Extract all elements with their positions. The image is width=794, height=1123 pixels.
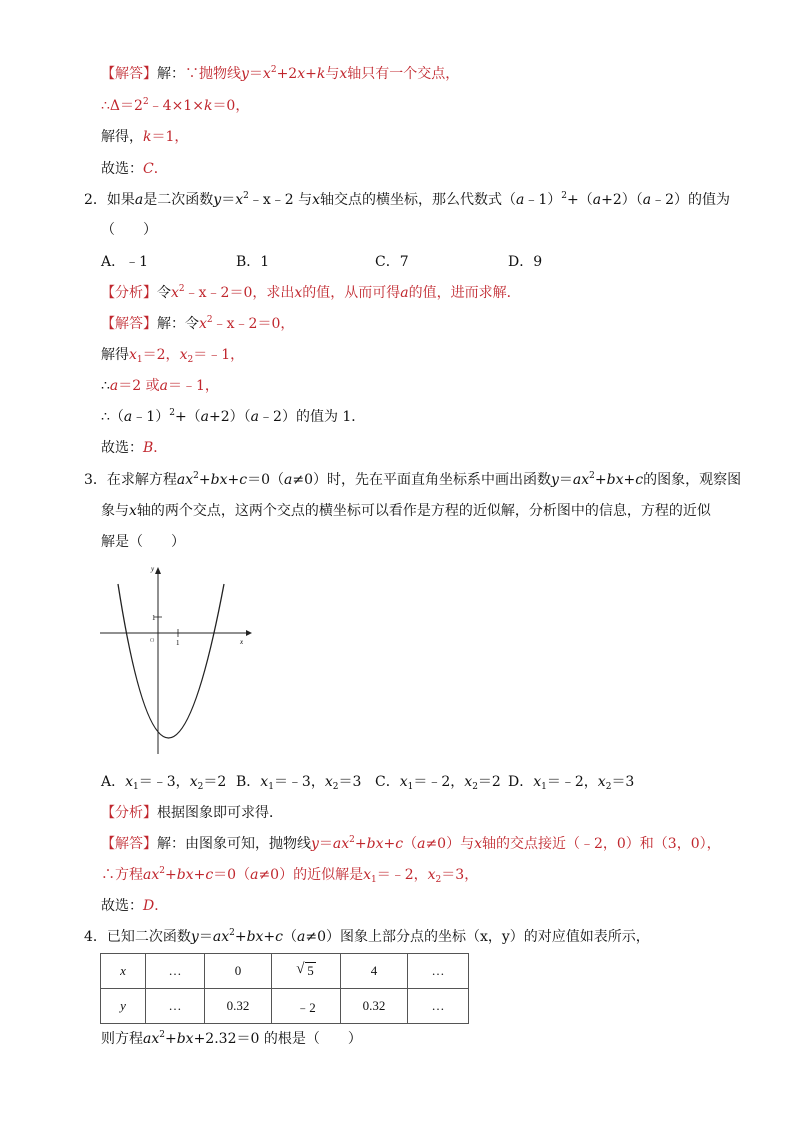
answer: B	[143, 440, 154, 456]
table-cell: 4	[341, 954, 408, 989]
var: y	[311, 836, 319, 852]
var: x	[399, 774, 408, 790]
var: ax	[332, 836, 350, 852]
exp: 2	[169, 408, 175, 418]
table-row	[101, 989, 469, 1024]
text: +	[193, 867, 206, 883]
exp: 2	[159, 1030, 165, 1040]
table-cell: x	[101, 954, 146, 989]
text: （	[403, 836, 418, 852]
var: a	[159, 378, 168, 394]
var: c	[635, 472, 644, 488]
analysis-tag: 【分析】	[101, 805, 157, 821]
text: ＝0（	[213, 867, 251, 883]
question-number: 3．	[84, 472, 107, 488]
text: ﹣2）的值为	[651, 192, 731, 208]
text: +	[227, 472, 240, 488]
var: x	[597, 774, 606, 790]
sub: 2	[435, 875, 442, 885]
var: x	[363, 867, 371, 883]
q2-option-a: A．﹣1	[101, 254, 149, 270]
text: 的值，进而求解．	[408, 285, 521, 301]
q1-solution-line3	[101, 127, 188, 147]
var: x	[129, 503, 137, 519]
var: a	[417, 836, 426, 852]
var: a	[297, 929, 306, 945]
text: ∴方程	[101, 867, 143, 883]
question-number: 2．	[84, 192, 107, 208]
var: ax	[176, 472, 194, 488]
sub: 1	[370, 875, 377, 885]
var: x	[427, 867, 436, 883]
text: +	[305, 66, 317, 82]
solution-tag: 【解答】	[101, 316, 157, 332]
sqrt-expression	[296, 963, 316, 979]
text: ＝2 或	[118, 378, 160, 394]
text: 解：	[157, 66, 185, 82]
text: +2.32＝0 的根是（ ）	[193, 1031, 362, 1047]
text: 故选：	[101, 898, 143, 914]
text: ≠0）与	[425, 836, 475, 852]
text: ＝	[318, 836, 333, 852]
answer: D	[143, 898, 155, 914]
exp: 2	[142, 97, 149, 107]
q1-answer	[101, 159, 168, 179]
text: 轴的交点接近（﹣2，0）和（3，0），	[481, 836, 721, 852]
text: ＝﹣2，	[376, 867, 428, 883]
var: bx	[366, 836, 384, 852]
text: ﹣x﹣2＝0，	[212, 316, 295, 332]
text: ∵抛物线	[185, 66, 241, 82]
var: a	[200, 409, 210, 425]
text: ＝﹣2，	[546, 774, 598, 790]
sub: 2	[332, 782, 339, 792]
q3-answer	[101, 896, 168, 916]
q4-stem-line2	[101, 1029, 362, 1049]
text: +	[623, 472, 636, 488]
q3-solution-line1	[101, 834, 721, 854]
var: a	[109, 378, 119, 394]
var: k	[203, 98, 213, 114]
exp: 2	[243, 191, 249, 201]
sqrt-symbol: √	[296, 961, 305, 977]
y-axis-label: y	[151, 565, 155, 573]
text: ＝﹣1，	[193, 347, 245, 363]
var: y	[551, 472, 559, 488]
table-cell: y	[101, 989, 146, 1024]
text: 解：令	[157, 316, 199, 332]
var: x	[262, 66, 271, 82]
q2-option-d: D．9	[508, 254, 543, 270]
q2-solution-line2	[101, 345, 244, 365]
question-number: 4．	[84, 929, 107, 945]
q3-option-d	[508, 772, 634, 792]
var: a	[592, 192, 602, 208]
q2-option-b: B．1	[236, 254, 270, 270]
text: 则方程	[101, 1031, 143, 1047]
var: a	[123, 409, 133, 425]
text: ﹣1）	[524, 192, 562, 208]
exp: 2	[159, 866, 165, 876]
text: 根据图象即可求得．	[157, 805, 283, 821]
var: x	[199, 316, 207, 332]
text: ≠0）时，先在平面直角坐标系中画出函数	[292, 472, 551, 488]
text: +	[234, 929, 247, 945]
table-cell: 0.32	[205, 989, 272, 1024]
x-axis-arrow	[246, 630, 252, 636]
text: ∴	[101, 378, 110, 394]
var: x	[464, 774, 473, 790]
text: 与	[325, 66, 340, 82]
var: y	[241, 66, 249, 82]
text: （	[283, 929, 297, 945]
text: ．	[153, 440, 168, 456]
text: +	[383, 836, 396, 852]
x-one-label: 1	[176, 639, 180, 647]
q1-solution-line2	[101, 96, 249, 116]
sub: 1	[136, 355, 143, 365]
exp: 2	[561, 191, 568, 201]
x-axis-label: x	[240, 638, 244, 646]
sub: 2	[472, 782, 478, 792]
q1-solution-line1	[101, 64, 459, 84]
text: +2）（	[601, 192, 643, 208]
table-cell: …	[408, 989, 469, 1024]
text: +2）（	[209, 409, 251, 425]
exp: 2	[270, 65, 277, 75]
text: ∴Δ＝2	[101, 98, 143, 114]
q2-paren: （ ）	[101, 222, 157, 238]
text: 故选：	[101, 440, 143, 456]
var: c	[205, 867, 214, 883]
text: 轴的两个交点，这两个交点的横坐标可以看作是方程的近似解，分析图中的信息，方程的近似	[136, 503, 711, 519]
var: x	[235, 192, 244, 208]
var: x	[125, 774, 134, 790]
sub: 2	[187, 355, 194, 365]
analysis-tag: 【分析】	[101, 285, 157, 301]
var: x	[297, 66, 306, 82]
exp: 2	[589, 471, 595, 481]
text: 在求解方程	[106, 472, 177, 488]
text: 令	[157, 285, 171, 301]
text: ＝﹣3，	[138, 774, 190, 790]
text: +（	[174, 409, 201, 425]
var: x	[312, 192, 321, 208]
text: +（	[567, 192, 593, 208]
var: a	[250, 867, 259, 883]
var: a	[284, 472, 293, 488]
q3-parabola-graph	[96, 562, 256, 762]
text: 轴只有一个交点，	[347, 66, 460, 82]
exp: 2	[349, 835, 355, 845]
var: k	[316, 66, 326, 82]
text: ≠0）图象上部分点的坐标（x，y）的对应值如表所示，	[305, 929, 650, 945]
table-cell: …	[146, 954, 205, 989]
text: 解：由图象可知，抛物线	[157, 836, 311, 852]
q2-option-c: C．7	[375, 254, 409, 270]
text: +2	[276, 66, 298, 82]
var: c	[239, 472, 248, 488]
text: ﹣2）的值为 1．	[259, 409, 366, 425]
text: ＝	[221, 192, 236, 208]
text: +	[198, 472, 211, 488]
q2-solution-line3	[101, 376, 219, 396]
q3-stem-line3: 解是（ ）	[101, 534, 185, 550]
var: k	[143, 129, 152, 145]
option-b-letter: B．	[236, 774, 261, 790]
text: ＝	[558, 472, 573, 488]
q2-stem-line1	[84, 190, 730, 210]
text: 的值，从而可得	[302, 285, 401, 301]
option-a-letter: A．	[101, 774, 126, 790]
text: 象与	[101, 503, 129, 519]
text: 的图象，观察图	[643, 472, 742, 488]
var: bx	[210, 472, 228, 488]
var: c	[395, 836, 404, 852]
radicand: 5	[307, 963, 314, 978]
sub: 2	[605, 782, 612, 792]
text: 如果	[106, 192, 135, 208]
sub: 1	[541, 782, 547, 792]
solution-tag: 【解答】	[101, 66, 157, 82]
exp: 2	[193, 471, 199, 481]
exp: 2	[206, 315, 213, 325]
exp: 2	[178, 284, 185, 294]
text: 故选：	[101, 161, 143, 177]
sub: 1	[407, 782, 414, 792]
var: a	[400, 285, 409, 301]
text: ＝2，	[142, 347, 180, 363]
var: c	[275, 929, 283, 945]
var: ax	[143, 867, 160, 883]
text: ﹣4×1×	[148, 98, 204, 114]
text: +	[594, 472, 607, 488]
q2-solution-line4	[101, 407, 365, 427]
text: ＝3	[611, 774, 635, 790]
exp: 2	[229, 928, 235, 938]
text: ＝0，	[212, 98, 250, 114]
text: ∴（	[101, 409, 124, 425]
var: x	[339, 66, 348, 82]
sub: 1	[268, 782, 274, 792]
var: y	[213, 192, 222, 208]
text: 已知二次函数	[106, 929, 191, 945]
solution-tag: 【解答】	[101, 836, 157, 852]
text: ＝	[248, 66, 263, 82]
q2-answer	[101, 438, 167, 458]
var: x	[294, 285, 303, 301]
var: x	[129, 347, 137, 363]
var: x	[179, 347, 188, 363]
q4-value-table	[100, 953, 469, 1024]
table-cell: 0.32	[341, 989, 408, 1024]
table-cell: 0	[205, 954, 272, 989]
text: ＝3	[338, 774, 362, 790]
var: x	[171, 285, 179, 301]
text: +	[164, 1031, 177, 1047]
q3-solution-line2	[101, 865, 478, 885]
text: ＝2	[477, 774, 501, 790]
var: a	[642, 192, 652, 208]
text: 轴交点的横坐标，那么代数式（	[320, 192, 517, 208]
text: 解得，	[101, 129, 143, 145]
var: a	[134, 192, 144, 208]
q2-analysis	[101, 283, 521, 303]
q2-solution-line1	[101, 314, 294, 334]
q3-analysis	[101, 803, 283, 823]
text: ＝﹣2，	[413, 774, 465, 790]
table-cell: …	[408, 954, 469, 989]
var: y	[190, 929, 199, 945]
text: ﹣x﹣2＝0，求出	[184, 285, 295, 301]
text: ＝	[198, 929, 213, 945]
q3-stem-line2	[101, 501, 711, 521]
text: ＝1，	[151, 129, 189, 145]
var: ax	[143, 1031, 160, 1047]
text: ＝﹣1，	[168, 378, 219, 394]
text: ≠0）的近似解是	[258, 867, 364, 883]
text: +	[354, 836, 367, 852]
table-row	[101, 954, 469, 989]
var: bx	[606, 472, 624, 488]
text: +	[263, 929, 276, 945]
text: ﹣x﹣2 与	[248, 192, 313, 208]
y-one-label: 1	[152, 614, 156, 622]
text: ．	[153, 161, 168, 177]
var: x	[474, 836, 482, 852]
option-c-letter: C．	[375, 774, 400, 790]
text: ＝0（	[247, 472, 284, 488]
q3-options	[101, 772, 226, 792]
var: x	[260, 774, 269, 790]
parabola-curve	[118, 584, 224, 738]
text: ＝3，	[441, 867, 479, 883]
var: a	[516, 192, 525, 208]
sub: 1	[133, 782, 139, 792]
var: ax	[212, 929, 230, 945]
q3-stem-line1	[84, 470, 741, 490]
text: +	[164, 867, 177, 883]
var: a	[250, 409, 260, 425]
table-cell: ﹣2	[272, 989, 341, 1024]
text: ．	[154, 898, 169, 914]
var: x	[533, 774, 542, 790]
text: ﹣1）	[132, 409, 170, 425]
var: bx	[176, 1031, 194, 1047]
text: 解得	[101, 347, 129, 363]
q3-option-c	[375, 772, 501, 792]
var: bx	[176, 867, 194, 883]
q4-stem-line1	[84, 927, 650, 947]
option-d-letter: D．	[508, 774, 534, 790]
text: ＝﹣3，	[273, 774, 325, 790]
var: x	[189, 774, 198, 790]
table-cell	[272, 954, 341, 989]
text: 是二次函数	[143, 192, 214, 208]
var: ax	[572, 472, 590, 488]
answer: C	[143, 161, 154, 177]
sub: 2	[197, 782, 204, 792]
var: x	[324, 774, 333, 790]
origin-label: O	[150, 638, 155, 644]
table-cell: …	[146, 989, 205, 1024]
q3-option-b	[236, 772, 361, 792]
var: bx	[246, 929, 264, 945]
y-axis-arrow	[155, 567, 161, 574]
text: ＝2	[203, 774, 227, 790]
